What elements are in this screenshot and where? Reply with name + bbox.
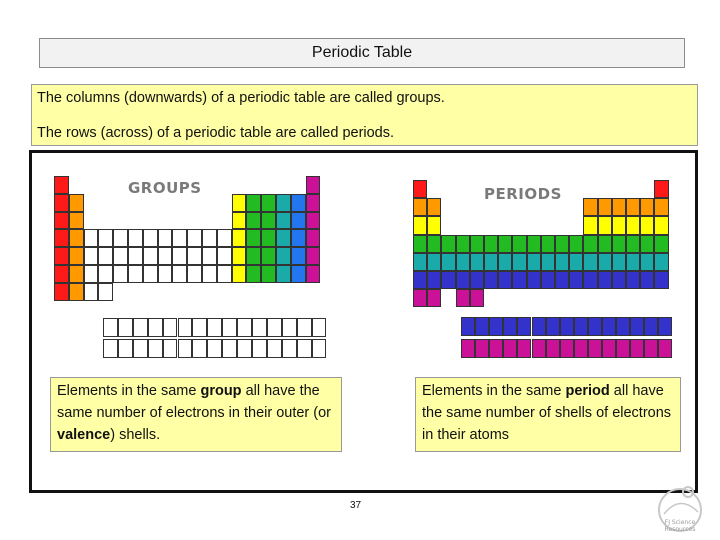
period-fblock-cell (616, 339, 630, 358)
group-cell (276, 247, 291, 265)
period-fblock-cell (532, 317, 546, 336)
period-cell (541, 253, 555, 271)
science-resources-logo (650, 484, 716, 536)
group-cell (246, 247, 261, 265)
group-cell (98, 229, 113, 247)
period-cell (527, 235, 541, 253)
group-cell (69, 229, 84, 247)
period-fblock-cell (546, 339, 560, 358)
period-cell (626, 198, 640, 216)
period-explanation-box (415, 377, 681, 452)
group-cell (291, 212, 306, 230)
period-fblock-cell (546, 317, 560, 336)
period-fblock-cell (630, 339, 644, 358)
period-cell (470, 253, 484, 271)
group-cell (187, 247, 202, 265)
period-fblock-cell (489, 339, 503, 358)
period-cell (441, 271, 455, 289)
group-cell (54, 229, 69, 247)
group-fblock-cell (252, 318, 267, 337)
period-cell (498, 271, 512, 289)
group-cell (143, 229, 158, 247)
period-text-part2: all have the same number of shells of electrons in their atoms (422, 383, 672, 443)
period-fblock-cell (475, 339, 489, 358)
group-cell (261, 229, 276, 247)
group-fblock-cell (282, 339, 297, 358)
period-cell (583, 198, 597, 216)
period-cell (456, 289, 470, 307)
group-cell (98, 247, 113, 265)
group-fblock-cell (163, 318, 178, 337)
intro-periods-text: The rows (across) of a periodic table are called periods. (37, 124, 395, 141)
group-fblock-cell (192, 339, 207, 358)
group-cell (143, 247, 158, 265)
period-fblock-cell (574, 317, 588, 336)
group-cell (128, 247, 143, 265)
period-cell (413, 271, 427, 289)
group-cell (232, 194, 247, 212)
group-cell (232, 247, 247, 265)
group-fblock-cell (192, 318, 207, 337)
group-cell (202, 247, 217, 265)
period-cell (569, 235, 583, 253)
period-cell (456, 235, 470, 253)
group-cell (246, 229, 261, 247)
group-cell (54, 283, 69, 301)
group-cell (217, 265, 232, 283)
period-cell (427, 198, 441, 216)
period-cell (626, 271, 640, 289)
group-cell (172, 265, 187, 283)
period-fblock-cell (517, 339, 531, 358)
period-fblock-cell (588, 339, 602, 358)
group-cell (261, 212, 276, 230)
period-cell (427, 235, 441, 253)
period-fblock-cell (574, 339, 588, 358)
period-cell (456, 253, 470, 271)
group-fblock-cell (148, 339, 163, 358)
group-cell (246, 265, 261, 283)
period-cell (413, 235, 427, 253)
period-cell (484, 235, 498, 253)
period-cell (413, 216, 427, 234)
group-cell (202, 265, 217, 283)
group-cell (306, 229, 321, 247)
group-fblock-cell (312, 339, 327, 358)
period-fblock-cell (630, 317, 644, 336)
groups-label: GROUPS (128, 179, 202, 197)
period-cell (512, 253, 526, 271)
group-cell (291, 247, 306, 265)
group-text-part2: all have the same number of electrons in their outer (or (57, 383, 332, 421)
group-fblock-cell (133, 318, 148, 337)
period-cell (654, 180, 668, 198)
period-cell (583, 253, 597, 271)
group-fblock-cell (222, 318, 237, 337)
period-fblock-cell (503, 317, 517, 336)
period-cell (498, 253, 512, 271)
period-cell (484, 253, 498, 271)
group-text-part3: ) shells. (110, 427, 161, 443)
period-cell (569, 253, 583, 271)
group-fblock-cell (163, 339, 178, 358)
period-cell (598, 198, 612, 216)
period-cell (640, 235, 654, 253)
group-fblock-cell (103, 318, 118, 337)
period-cell (441, 235, 455, 253)
period-cell (470, 289, 484, 307)
period-cell (598, 271, 612, 289)
period-cell (598, 253, 612, 271)
group-cell (306, 265, 321, 283)
group-cell (113, 229, 128, 247)
group-cell (113, 265, 128, 283)
period-cell (583, 271, 597, 289)
period-fblock-cell (503, 339, 517, 358)
group-fblock-cell (207, 339, 222, 358)
period-cell (626, 235, 640, 253)
period-cell (427, 289, 441, 307)
period-fblock-cell (602, 317, 616, 336)
group-cell (261, 194, 276, 212)
period-cell (626, 216, 640, 234)
period-cell (654, 216, 668, 234)
group-fblock-cell (297, 318, 312, 337)
group-fblock-cell (282, 318, 297, 337)
group-fblock-cell (267, 318, 282, 337)
group-cell (143, 265, 158, 283)
group-cell (261, 265, 276, 283)
periods-label: PERIODS (484, 185, 562, 203)
intro-box (31, 84, 698, 146)
period-fblock-cell (517, 317, 531, 336)
group-cell (276, 194, 291, 212)
period-cell (640, 216, 654, 234)
group-cell (291, 265, 306, 283)
group-cell (69, 283, 84, 301)
group-fblock-cell (118, 318, 133, 337)
period-cell (598, 235, 612, 253)
period-fblock-cell (461, 339, 475, 358)
period-cell (456, 271, 470, 289)
group-cell (128, 265, 143, 283)
group-cell (306, 212, 321, 230)
group-cell (69, 265, 84, 283)
period-cell (413, 180, 427, 198)
period-cell (654, 253, 668, 271)
period-cell (470, 271, 484, 289)
group-cell (232, 265, 247, 283)
group-fblock-cell (237, 339, 252, 358)
group-cell (84, 283, 99, 301)
group-cell (84, 265, 99, 283)
group-fblock-cell (148, 318, 163, 337)
group-cell (276, 212, 291, 230)
group-cell (306, 176, 321, 194)
group-cell (291, 229, 306, 247)
period-text-part1: Elements in the same (422, 383, 566, 399)
group-cell (69, 212, 84, 230)
group-cell (291, 194, 306, 212)
period-cell (626, 253, 640, 271)
period-cell (555, 235, 569, 253)
page-title (39, 38, 685, 68)
group-cell (217, 247, 232, 265)
period-fblock-cell (475, 317, 489, 336)
period-cell (484, 271, 498, 289)
group-cell (276, 229, 291, 247)
group-cell (172, 247, 187, 265)
group-cell (84, 247, 99, 265)
period-fblock-cell (616, 317, 630, 336)
group-fblock-cell (178, 318, 193, 337)
period-fblock-cell (644, 317, 658, 336)
period-cell (512, 235, 526, 253)
group-cell (306, 247, 321, 265)
group-cell (158, 247, 173, 265)
group-cell (232, 212, 247, 230)
group-cell (54, 176, 69, 194)
period-cell (555, 253, 569, 271)
group-fblock-cell (222, 339, 237, 358)
group-explanation-box (50, 377, 342, 452)
period-cell (541, 271, 555, 289)
period-fblock-cell (489, 317, 503, 336)
group-cell (54, 212, 69, 230)
group-fblock-cell (103, 339, 118, 358)
group-text-bold-valence: valence (57, 427, 111, 443)
period-fblock-cell (658, 339, 672, 358)
svg-text:FJ Science: FJ Science (664, 519, 696, 526)
group-cell (98, 283, 113, 301)
period-cell (598, 216, 612, 234)
period-fblock-cell (658, 317, 672, 336)
period-cell (612, 271, 626, 289)
group-cell (69, 194, 84, 212)
group-fblock-cell (237, 318, 252, 337)
group-cell (172, 229, 187, 247)
period-cell (612, 198, 626, 216)
period-cell (612, 235, 626, 253)
group-fblock-cell (267, 339, 282, 358)
svg-text:Resources: Resources (664, 526, 696, 533)
group-fblock-cell (118, 339, 133, 358)
intro-groups-text: The columns (downwards) of a periodic table are called groups. (37, 90, 445, 106)
period-cell (527, 271, 541, 289)
group-cell (69, 247, 84, 265)
period-cell (612, 216, 626, 234)
period-cell (654, 271, 668, 289)
group-cell (217, 229, 232, 247)
group-cell (158, 229, 173, 247)
period-cell (427, 253, 441, 271)
group-cell (246, 212, 261, 230)
period-cell (413, 198, 427, 216)
period-cell (569, 271, 583, 289)
period-fblock-cell (644, 339, 658, 358)
group-cell (158, 265, 173, 283)
period-cell (583, 235, 597, 253)
period-cell (555, 271, 569, 289)
group-fblock-cell (207, 318, 222, 337)
page-title-text: Periodic Table (311, 44, 413, 61)
group-cell (276, 265, 291, 283)
group-fblock-cell (297, 339, 312, 358)
group-cell (54, 247, 69, 265)
group-cell (187, 229, 202, 247)
period-cell (541, 235, 555, 253)
group-cell (113, 247, 128, 265)
group-fblock-cell (252, 339, 267, 358)
group-fblock-cell (312, 318, 327, 337)
period-cell (654, 198, 668, 216)
period-cell (654, 235, 668, 253)
group-fblock-cell (178, 339, 193, 358)
group-text-part1: Elements in the same (57, 383, 201, 399)
period-cell (640, 198, 654, 216)
period-cell (413, 253, 427, 271)
period-cell (427, 216, 441, 234)
period-cell (640, 253, 654, 271)
group-fblock-cell (133, 339, 148, 358)
period-cell (441, 253, 455, 271)
group-cell (84, 229, 99, 247)
period-cell (640, 271, 654, 289)
period-cell (498, 235, 512, 253)
period-cell (512, 271, 526, 289)
group-cell (54, 194, 69, 212)
group-cell (202, 229, 217, 247)
period-fblock-cell (532, 339, 546, 358)
period-fblock-cell (560, 339, 574, 358)
period-fblock-cell (588, 317, 602, 336)
group-cell (54, 265, 69, 283)
period-fblock-cell (461, 317, 475, 336)
period-cell (470, 235, 484, 253)
group-cell (232, 229, 247, 247)
group-cell (261, 247, 276, 265)
period-fblock-cell (560, 317, 574, 336)
group-cell (306, 194, 321, 212)
period-cell (583, 216, 597, 234)
period-cell (612, 253, 626, 271)
group-cell (187, 265, 202, 283)
group-text-bold-group: group (200, 383, 242, 399)
group-cell (246, 194, 261, 212)
period-text-bold-period: period (565, 383, 610, 399)
group-cell (98, 265, 113, 283)
period-cell (527, 253, 541, 271)
page-number: 37 (350, 500, 362, 511)
period-cell (413, 289, 427, 307)
period-fblock-cell (602, 339, 616, 358)
period-cell (427, 271, 441, 289)
group-cell (128, 229, 143, 247)
